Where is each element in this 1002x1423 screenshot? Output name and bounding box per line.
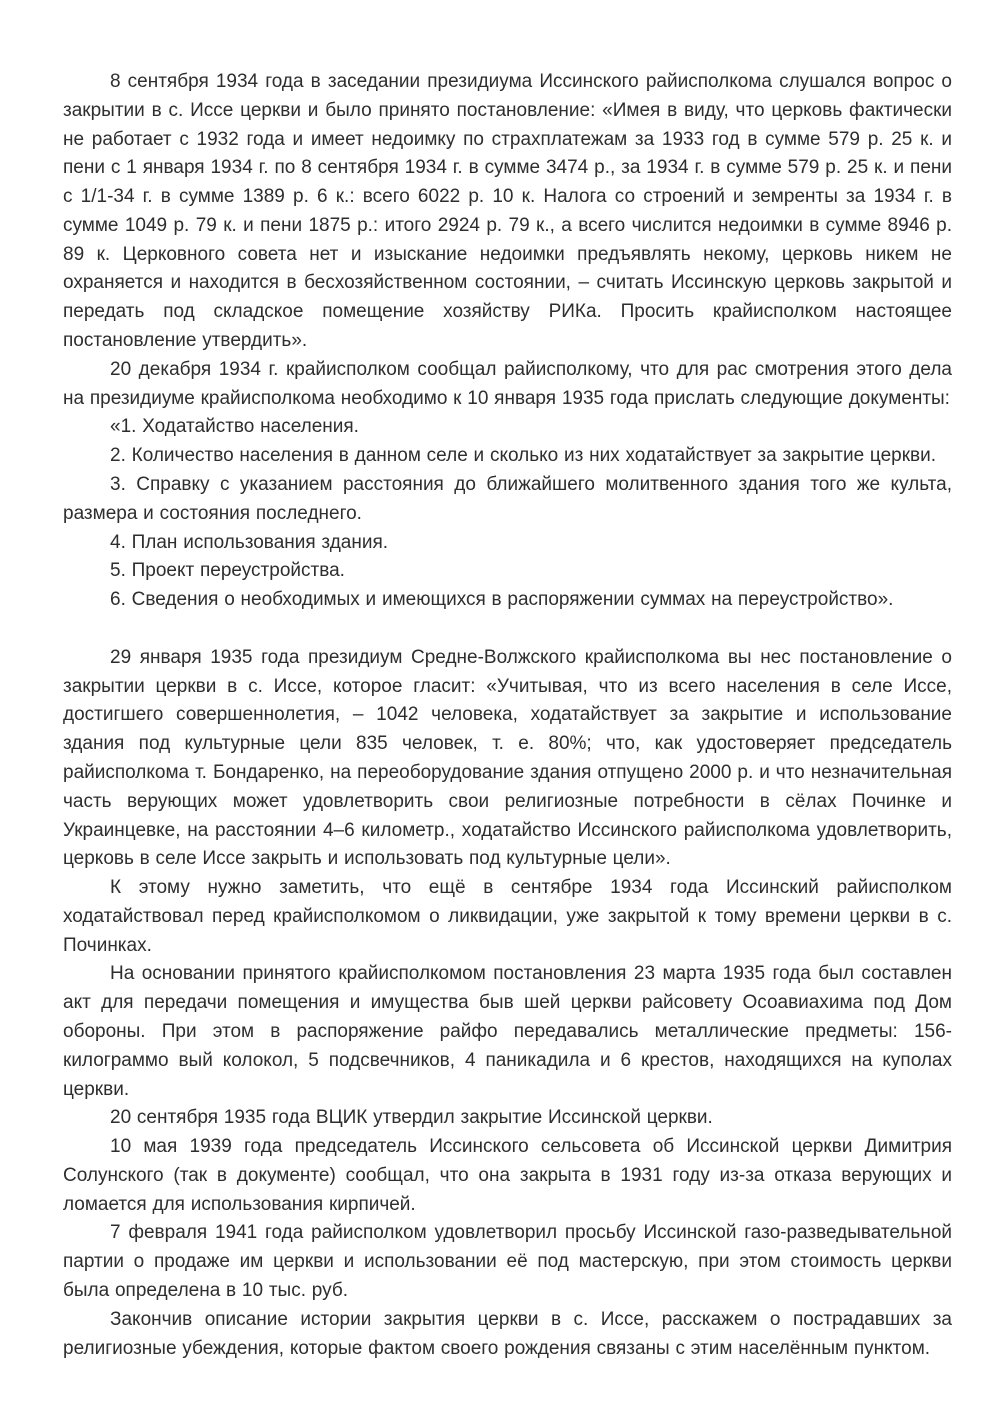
blank-line (63, 615, 952, 644)
paragraph-transfer-act: На основании принятого крайисполкомом постановления 23 марта 1935 года был составлен акт для передачи помещения и имущества быв шей церкви райсовету Осоавиахима под Дом обороны. При этом в распоряжение райфо передавались металлические предметы: 156-килограммо вый колокол, 5 подсвечников, 4 паникадила и 6 крестов, находящихся на куполах церкви. (63, 963, 952, 1100)
paragraph-sale-1941: 7 февраля 1941 года райисполком удовлетворил просьбу Иссинской газо-разведывательной партии о продаже им церкви и использовании её под мастерскую, при этом стоимость церкви была определена в 10 тыс. руб. (63, 1222, 952, 1302)
paragraph-conclusion: Закончив описание истории закрытия церкви в с. Иссе, расскажем о пострадавших за религиозные убеждения, которые фактом своего рождения связаны с этим населённым пунктом. (63, 1308, 952, 1359)
paragraph-resolution-1935: 29 января 1935 года президиум Средне-Волжского крайисполкома вы нес постановление о закрытии церкви в с. Иссе, которое гласит: «Учитывая, что из всего населения в селе Иссе, достигшего совершеннолетия, – 1042 человека, ходатайствует за закрытие и использование здания под культурные цели 835 человек, т. е. 80%; что, как удостоверяет председатель райисполкома т. Бондаренко, на переоборудование здания отпущено 2000 р. и что незначительная часть верующих может удовлетворить свои религиозные потребности в сёлах Починке и Украинцевке, на расстоянии 4–6 километр., ходатайство Иссинского райисполкома удовлетворить, церковь в селе Иссе закрыть и использовать под культурные цели». (63, 646, 952, 870)
paragraph-resolution-1934: 8 сентября 1934 года в заседании президиума Иссинского райисполкома слушался вопрос о закрытии в с. Иссе церкви и было принято постановление: «Имея в виду, что церковь фактически не работает с 1932 года и имеет недоимку по страхплатежам за 1933 год в сумме 579 р. 25 к. и пени с 1 января 1934 г. по 8 сентября 1934 г. в сумме 3474 р., за 1934 г. в сумме 579 р. 25 к. и пени с 1/1-34 г. в сумме 1389 р. 6 к.: всего 6022 р. 10 к. Налога со строений и земренты за 1934 г. в сумме 1049 р. 79 к. и пени 1875 р.: итого 2924 р. 79 к., а всего числится недоимки в сумме 8946 р. 89 к. Церковного совета нет и изыскание недоимки предъявлять некому, церковь никем не охраняется и находится в бесхозяйственном состоянии, – считать Иссинскую церковь закрытой и передать под складское помещение хозяйству РИКа. Просить крайисполком настоящее постановление утвердить». (63, 71, 952, 352)
list-item-2: 2. Количество населения в данном селе и сколько из них ходатайствует за закрытие церкви. (110, 445, 937, 467)
paragraph-vcik-approval: 20 сентября 1935 года ВЦИК утвердил закрытие Иссинской церкви. (110, 1107, 713, 1129)
paragraph-kraiispolkom-request: 20 декабря 1934 г. крайисполком сообщал райисполкому, что для рас смотрения этого дела на президиуме крайисполкома необходимо к 10 января 1935 года прислать следующие документы: (63, 358, 952, 409)
list-item-6: 6. Сведения о необходимых и имеющихся в распоряжении суммах на переустройство». (110, 589, 894, 611)
list-item-1: «1. Ходатайство населения. (110, 416, 359, 438)
paragraph-note-pochinki: К этому нужно заметить, что ещё в сентябре 1934 года Иссинский райисполком ходатайствовал перед крайисполкомом о ликвидации, уже закрытой к тому времени церкви в с. Починках. (63, 877, 952, 956)
list-item-4: 4. План использования здания. (110, 531, 389, 553)
list-item-3: 3. Справку с указанием расстояния до ближайшего молитвенного здания того же культа, размера и состояния последнего. (63, 473, 952, 524)
paragraph-selsovet-1939: 10 мая 1939 года председатель Иссинского сельсовета об Иссинской церкви Димитрия Солунского (так в документе) сообщал, что она закрыта в 1931 году из-за отказа верующих и ломается для использования кирпичей. (63, 1136, 952, 1215)
list-item-5: 5. Проект переустройства. (110, 560, 345, 582)
